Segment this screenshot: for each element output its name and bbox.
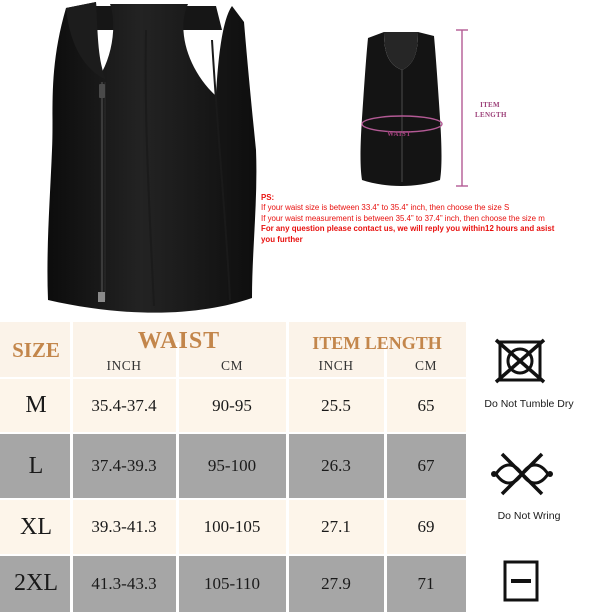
cell-waist-inch: 35.4-37.4 (91, 395, 157, 415)
cell-size: XL (20, 513, 52, 540)
diagram-waist-label: WAIST (387, 130, 412, 138)
cell-length-cm: 67 (417, 456, 435, 475)
size-notes (261, 193, 611, 245)
cell-length-cm: 69 (417, 517, 435, 536)
note-line: For any question please contact us, we will reply you within12 hours and asist (261, 224, 555, 234)
header-waist: WAIST (137, 327, 221, 354)
care-label: Do Not Tumble Dry (484, 398, 574, 410)
header-length-inch: INCH (318, 358, 354, 373)
diagram-length-line2: LENGTH (475, 111, 507, 119)
diagram-length-label (475, 100, 505, 120)
header-size: SIZE (12, 337, 60, 362)
cell-length-inch: 27.1 (321, 517, 351, 536)
cell-size: 2XL (14, 570, 58, 596)
cell-size: L (28, 452, 44, 479)
size-table (0, 322, 466, 612)
do-not-wring-icon (490, 450, 554, 498)
notes-heading: PS: (261, 193, 275, 202)
header-item-length: ITEM LENGTH (312, 332, 442, 353)
cell-waist-cm: 100-105 (203, 517, 261, 536)
do-not-tumble-dry-icon (494, 338, 546, 384)
cell-waist-cm: 105-110 (203, 573, 261, 593)
cell-length-cm: 71 (417, 573, 435, 593)
vest-product-image (26, 0, 276, 318)
cell-length-inch: 26.3 (321, 456, 351, 475)
note-line: If your waist size is between 33.4” to 35.4” inch, then choose the size S (261, 203, 510, 213)
cell-waist-inch: 39.3-41.3 (91, 517, 157, 536)
header-length-cm: CM (414, 358, 437, 373)
cell-waist-inch: 41.3-43.3 (91, 573, 157, 593)
cell-size: M (25, 392, 47, 418)
note-line: you further (261, 234, 303, 244)
cell-length-inch: 27.9 (321, 573, 351, 593)
cell-length-inch: 25.5 (321, 395, 351, 415)
header-waist-cm: CM (220, 358, 243, 373)
diagram-length-line1: ITEM (480, 101, 500, 109)
cell-waist-inch: 37.4-39.3 (91, 456, 157, 475)
care-label: Do Not Wring (497, 510, 561, 522)
cell-waist-cm: 95-100 (207, 456, 257, 475)
line-dry-icon (503, 560, 539, 602)
note-line: If your waist measurement is between 35.4” to 37.4” inch, then choose the size m (261, 213, 545, 223)
cell-waist-cm: 90-95 (212, 395, 252, 415)
header-waist-inch: INCH (106, 358, 142, 373)
cell-length-cm: 65 (417, 395, 435, 415)
